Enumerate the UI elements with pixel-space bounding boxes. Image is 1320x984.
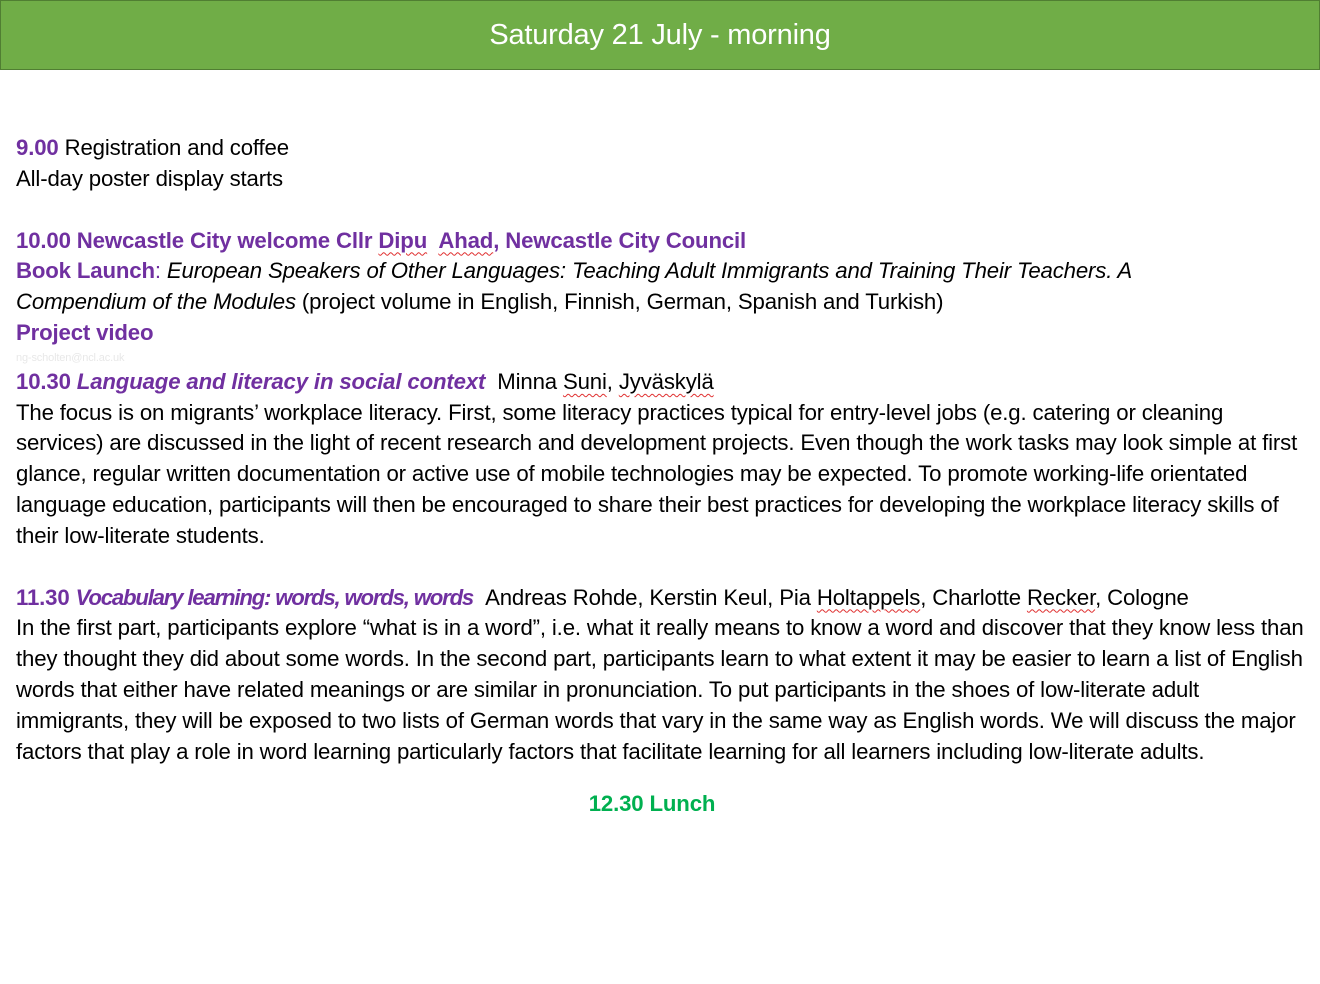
session2-presenter-a: Andreas Rohde, Kerstin Keul, Pia <box>485 584 817 610</box>
session1-presenter-d: Jyväskylä <box>618 368 714 394</box>
faint-email: ng-scholten@ncl.ac.uk <box>16 351 125 364</box>
session1-presenter-b: Suni <box>562 368 607 394</box>
registration-time: 9.00 <box>16 135 59 160</box>
session2-presenter-d: Recker <box>1026 584 1096 610</box>
book-launch-note: (project volume in English, Finnish, German, Spanish and Turkish) <box>295 289 944 315</box>
session2-heading: 11.30 Vocabulary learning: words, words, words Andreas Rohde, Kerstin Keul, Pia Holtappels, Charlotte Recker, Cologne <box>16 584 1189 610</box>
poster-line: All-day poster display starts <box>16 165 283 191</box>
registration-line <box>16 133 1312 164</box>
session1-description: The focus is on migrants’ workplace literacy. First, some literacy practices typical for entry-level jobs (e.g. catering or cleaning services) are discussed in the light of recent research and development projects. Even though the work tasks may look simple at first glance, regular written documentation or active use of mobile technologies may be expected. To promote working-life orientated language education, participants will then be encouraged to share their best practices for developing the workplace literacy skills of their low-literate students. <box>16 399 1298 548</box>
welcome-name-first: Dipu <box>378 227 428 253</box>
session1-time: 10.30 <box>16 368 71 394</box>
session2-presenter-b: Holtappels <box>816 584 921 610</box>
welcome-time: 10.00 <box>16 227 71 253</box>
book-launch-label: Book Launch <box>16 258 155 284</box>
session2-time: 11.30 <box>16 584 70 610</box>
registration-text: Registration and coffee <box>58 135 289 160</box>
session2-description: In the first part, participants explore “what is in a word”, i.e. what it really means to know a word and discover that they know less than they thought they did about some words. In the second part, participants learn to what extent it may be easier to learn a list of English words that either have related meanings or are similar in pronunciation. To put participants in the shoes of low-literate adult immigrants, they will be exposed to two lists of German words that vary in the same way as English words. We will discuss the major factors that play a role in word learning particularly factors that facilitate learning for all learners including low-literate adults. <box>16 615 1304 764</box>
session1-heading: 10.30 Language and literacy in social context Minna Suni, Jyväskylä <box>16 368 714 394</box>
welcome-text-a: Newcastle City welcome Cllr <box>70 227 379 253</box>
book-launch-line2 <box>16 287 1312 318</box>
project-video: Project video <box>16 319 154 345</box>
page-header <box>0 0 1320 70</box>
session1-title: Language and literacy in social context <box>76 368 486 394</box>
programme-content <box>16 133 1312 842</box>
book-launch-line1: Book Launch: European Speakers of Other Languages: Teaching Adult Immigrants and Training Their Teachers. A <box>16 258 1133 284</box>
welcome-text-b: , Newcastle City Council <box>493 227 747 253</box>
welcome-line <box>16 226 1312 257</box>
session2-title: Vocabulary learning: words, words, words <box>75 584 474 610</box>
book-launch-title-line1: European Speakers of Other Languages: Teaching Adult Immigrants and Training Their Teachers. A <box>166 258 1133 284</box>
welcome-name-last: Ahad <box>438 227 494 253</box>
page-title: Saturday 21 July - morning <box>489 18 831 51</box>
session1-presenter-a: Minna <box>497 368 563 394</box>
book-launch-title-line2: Compendium of the Modules <box>16 289 296 315</box>
lunch-label: 12.30 Lunch <box>588 791 716 817</box>
